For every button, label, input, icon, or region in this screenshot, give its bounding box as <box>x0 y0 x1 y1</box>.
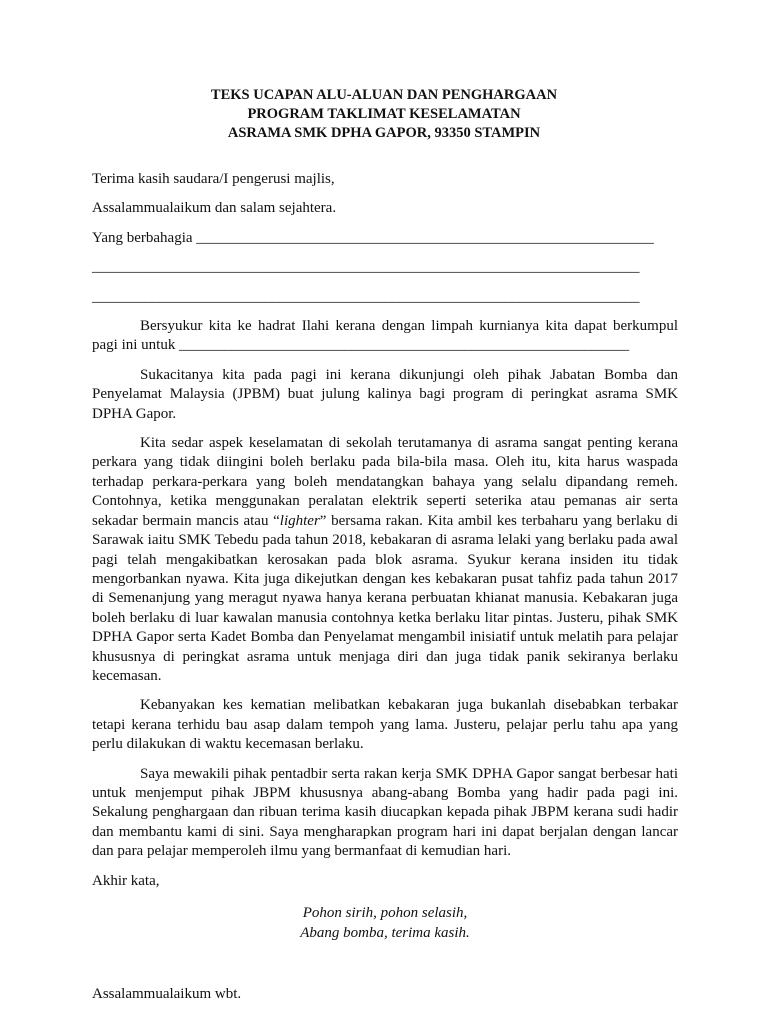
title-line-1: TEKS UCAPAN ALU-ALUAN DAN PENGHARGAAN <box>210 87 558 103</box>
speech-body <box>92 170 678 1014</box>
pantun <box>92 903 678 943</box>
blank-line-1: _________________________________________________________________________ <box>92 259 640 276</box>
document-title <box>0 86 768 143</box>
greeting-thanks: Terima kasih saudara/I pengerusi majlis, <box>92 171 335 187</box>
paragraph-3 <box>92 434 678 686</box>
closing-salam: Assalammualaikum wbt. <box>92 986 242 1002</box>
pantun-line-2: Abang bomba, terima kasih. <box>300 925 470 941</box>
akhir-kata: Akhir kata, <box>92 872 160 889</box>
pantun-line-1: Pohon sirih, pohon selasih, <box>302 905 468 921</box>
paragraph-1: Bersyukur kita ke hadrat Ilahi kerana dengan limpah kurnianya kita dapat berkumpul pagi ini untuk ____________________________________________________________ <box>92 318 678 354</box>
paragraph-3-italic: lighter <box>279 512 320 529</box>
paragraph-2: Sukacitanya kita pada pagi ini kerana dikunjungi oleh pihak Jabatan Bomba dan Penyelamat Malaysia (JPBM) buat julung kalinya bagi program di peringkat asrama SMK DPHA Gapor. <box>92 366 678 422</box>
paragraph-3-part-b: ” bersama rakan. Kita ambil kes terbaharu yang berlaku di Sarawak iaitu SMK Tebedu pada tahun 2018, kebakaran di asrama lelaki yang berlaku pada awal pagi telah mengakibatkan kerosakan pada blok asrama. Syukur kerana insiden itu tidak mengorbankan nyawa. Kita juga dikejutkan dengan kes kebakaran pusat tahfiz pada tahun 2017 di Semenanjung yang meragut nyawa hanya kerana perbuatan khianat manusia. Kebakaran juga boleh berlaku di luar kawalan manusia contohnya ketka berlaku litar pintas. Justeru, pihak SMK DPHA Gapor serta Kadet Bomba dan Penyelamat mengambil inisiatif untuk melatih para pelajar khususnya di peringkat asrama untuk menjaga diri dan juga tidak panik sekiranya berlaku kecemasan. <box>92 512 678 684</box>
greeting-salam: Assalammualaikum dan salam sejahtera. <box>92 200 337 217</box>
greeting-honored: Yang berbahagia _____________________________________________________________ <box>92 229 654 246</box>
paragraph-3-part-a: Kita sedar aspek keselamatan di sekolah terutamanya di asrama sangat penting kerana perkara yang tidak diingini boleh berlaku pada bila-bila masa. Oleh itu, kita harus waspada terhadap perkara-perkara yang boleh mendatangkan bahaya yang selalu dipandang remeh. Contohnya, ketika menggunakan peralatan elektrik seperti seterika atau pemanas air serta sekadar bermain mancis atau “ <box>92 435 678 529</box>
title-line-2: PROGRAM TAKLIMAT KESELAMATAN <box>247 106 521 122</box>
paragraph-5: Saya mewakili pihak pentadbir serta rakan kerja SMK DPHA Gapor sangat berbesar hati untuk menjemput pihak JBPM khususnya abang-abang Bomba yang hadir pada pagi ini. Sekalung penghargaan dan ribuan terima kasih diucapkan kepada pihak JBPM kerana sudi hadir dan membantu kami di sini. Saya mengharapkan program hari ini dapat berjalan dengan lancar dan para pelajar memperoleh ilmu yang bermanfaat di kemudian hari. <box>92 765 678 860</box>
paragraph-4: Kebanyakan kes kematian melibatkan kebakaran juga bukanlah disebabkan terbakar tetapi kerana terhidu bau asap dalam tempoh yang lama. Justeru, pelajar perlu tahu apa yang perlu dilakukan di waktu kecemasan berlaku. <box>92 697 678 753</box>
title-line-3: ASRAMA SMK DPHA GAPOR, 93350 STAMPIN <box>227 125 541 141</box>
blank-line-2: _________________________________________________________________________ <box>92 288 640 305</box>
